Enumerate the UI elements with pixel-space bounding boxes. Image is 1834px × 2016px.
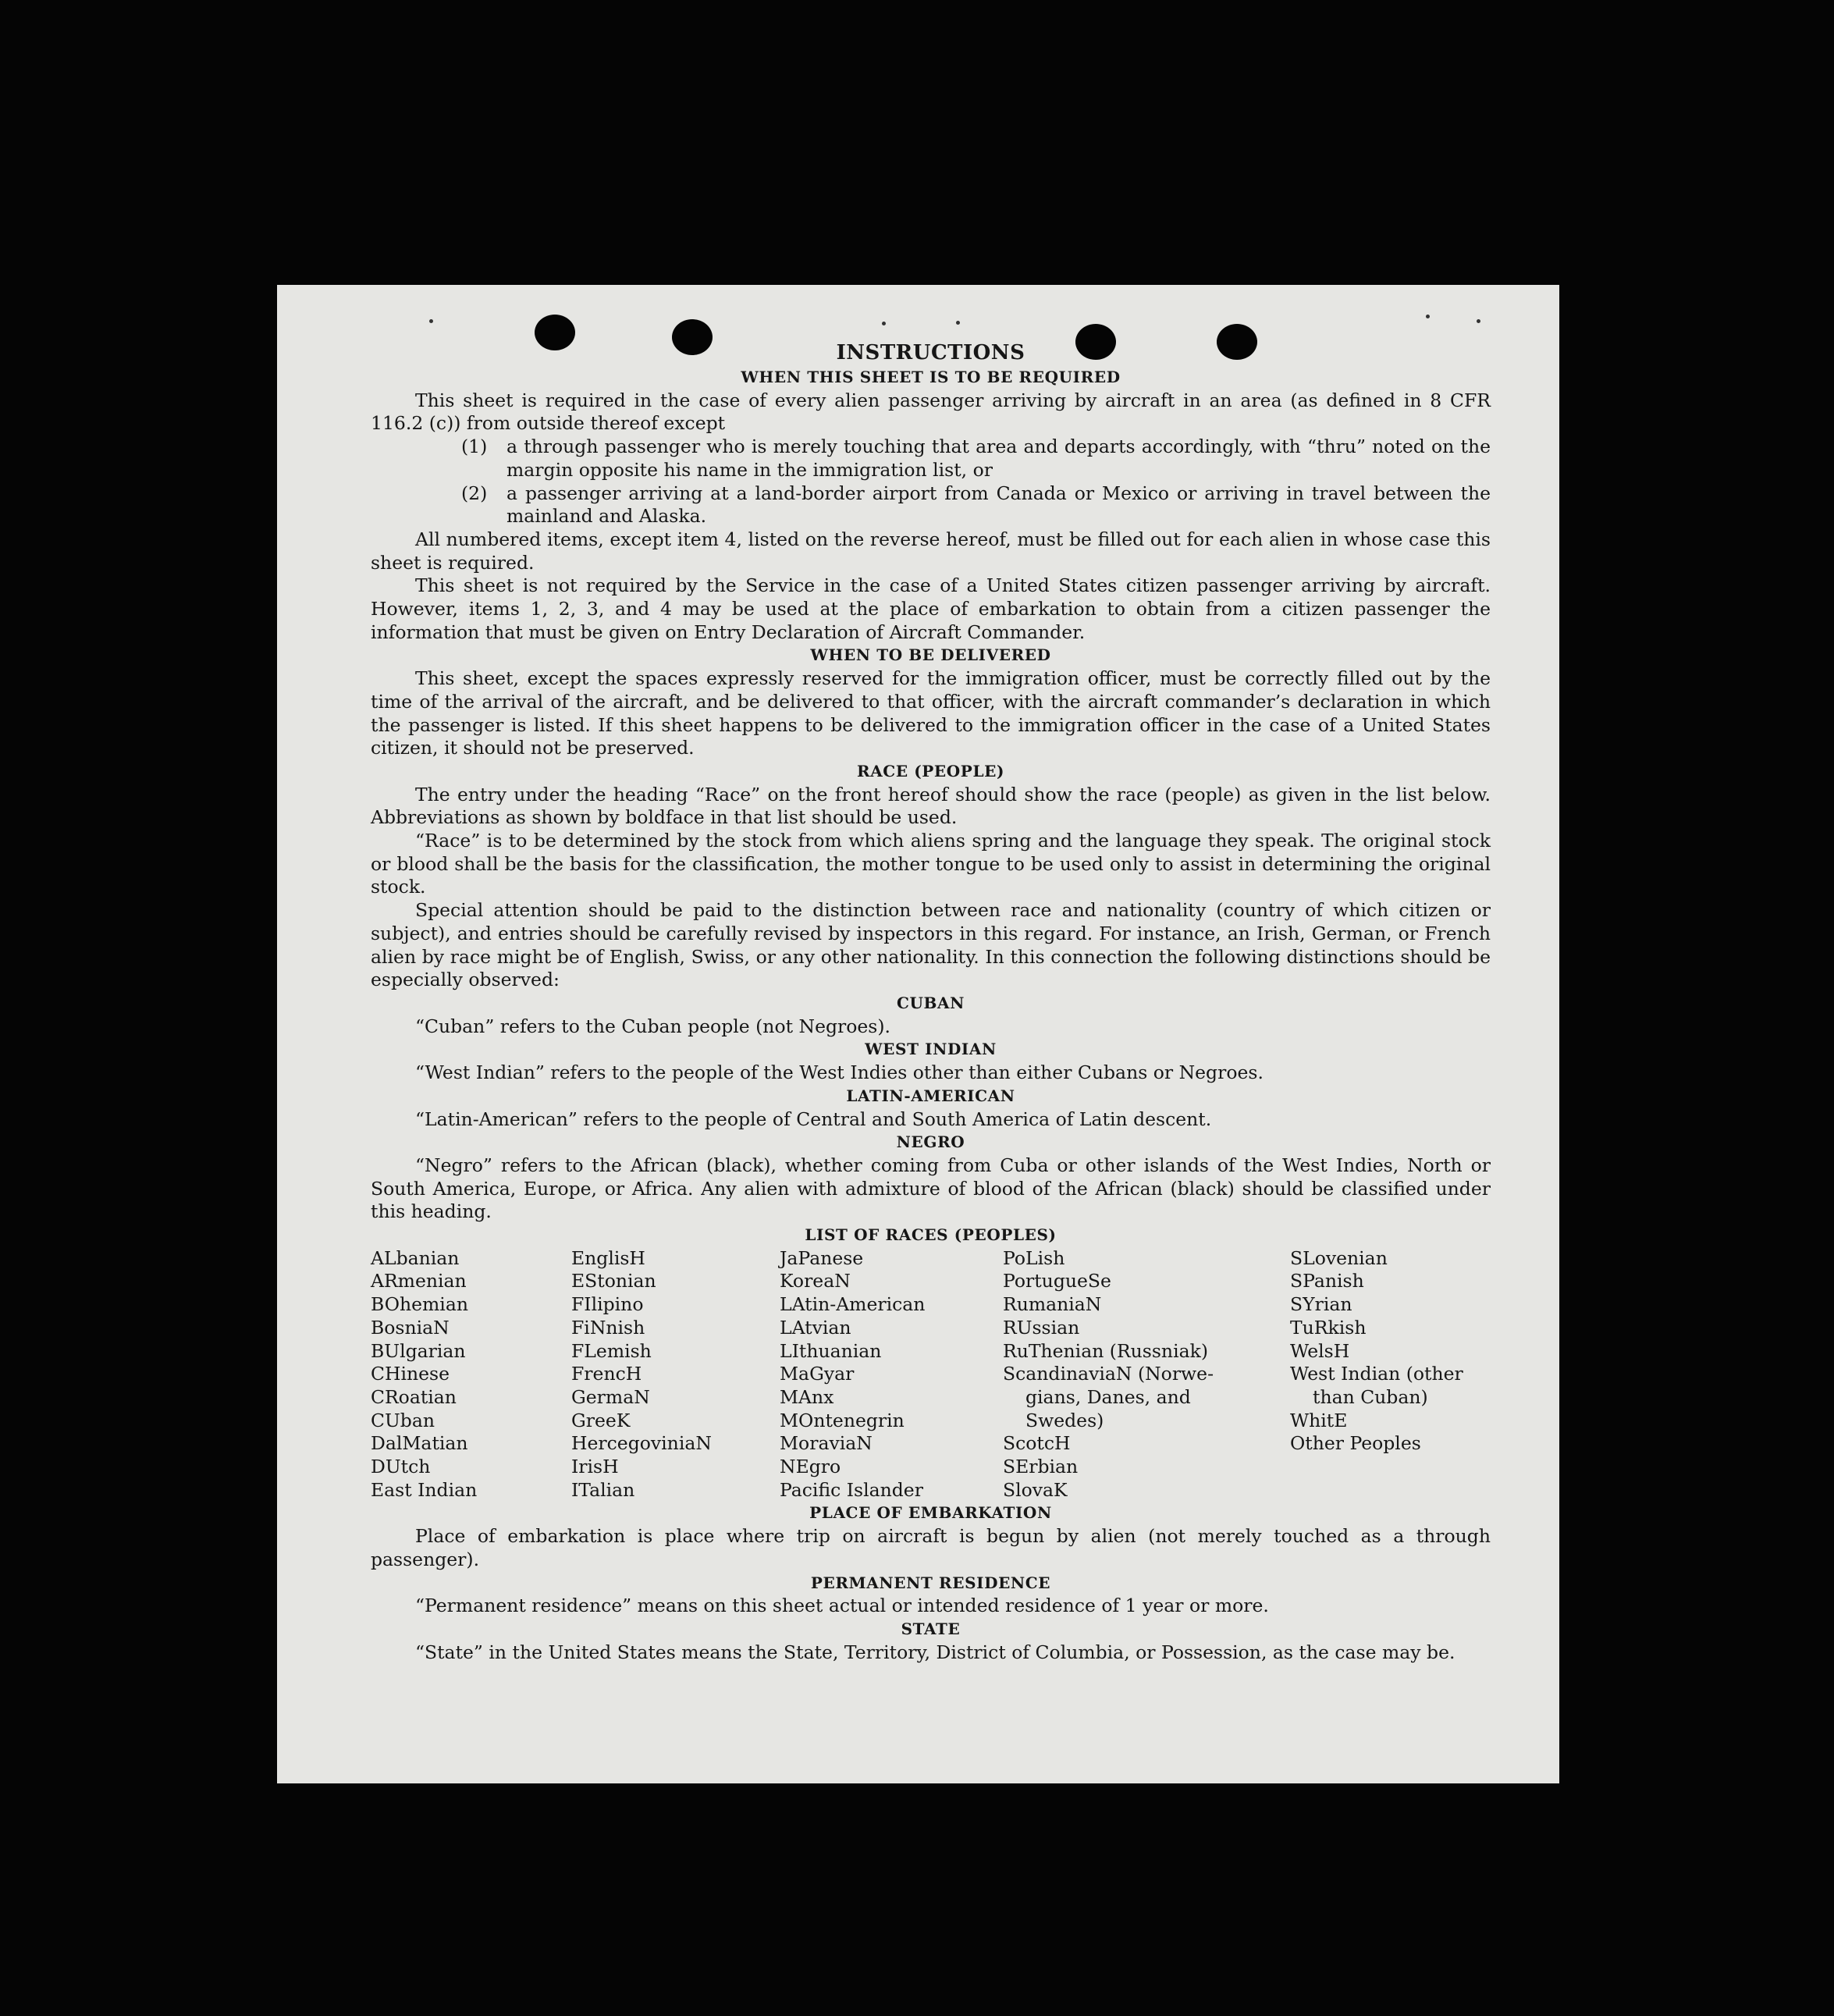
document-page	[277, 285, 1559, 1783]
heading-west-indian: WEST INDIAN	[865, 1040, 997, 1059]
exception-item-1	[371, 436, 1491, 482]
speck	[429, 319, 433, 323]
race-entry: NEgro	[780, 1456, 841, 1478]
race-entry: PoLish	[1003, 1246, 1065, 1269]
heading-negro: NEGRO	[896, 1132, 965, 1152]
paragraph-state: “State” in the United States means the State, Territory, District of Columbia, or Possession, as the case may be.	[415, 1641, 1455, 1663]
race-entry: RUssian	[1003, 1316, 1080, 1339]
race-entry: GreeK	[571, 1409, 631, 1431]
paragraph-delivered: This sheet, except the spaces expressly reserved for the immigration officer, must be correctly filled out by the time of the arrival of the aircraft, and be delivered to that officer, with the aircraft commander’s declaration in which the passenger is listed. If this sheet happens to be delivered to the immigration officer in the case of a United States citizen, it should not be preserved.	[371, 667, 1491, 759]
race-entry: SlovaK	[1003, 1478, 1068, 1501]
races-list	[371, 1247, 1491, 1502]
paragraph-race-2: “Race” is to be determined by the stock from which aliens spring and the language they speak. The original stock or blood shall be the basis for the classification, the mother tongue to be used only to assist in determining the original stock.	[371, 830, 1491, 898]
race-entry: EnglisH	[571, 1246, 645, 1269]
race-entry: FLemish	[571, 1339, 652, 1362]
race-entry: ARmenian	[371, 1270, 467, 1292]
races-column-4	[1003, 1247, 1290, 1502]
race-entry: ScotcH	[1003, 1432, 1071, 1455]
heading-when-required: WHEN THIS SHEET IS TO BE REQUIRED	[741, 368, 1121, 386]
heading-cuban: CUBAN	[896, 993, 965, 1012]
heading-race: RACE (PEOPLE)	[856, 761, 1005, 780]
race-entry: DalMatian	[371, 1432, 468, 1455]
paragraph-race-3: Special attention should be paid to the distinction between race and nationality (country of which citizen or subject), and entries should be carefully revised by inspectors in this regard. For instance, an Irish, German, or French alien by race might be of English, Swiss, or any other nationality. In this connection the following distinctions should be especially observed:	[371, 899, 1491, 991]
race-entry: HercegoviniaN	[571, 1432, 712, 1455]
race-entry: than Cuban)	[1313, 1385, 1428, 1408]
race-entry: Pacific Islander	[780, 1478, 923, 1501]
race-entry: CUban	[371, 1409, 435, 1431]
race-entry: EStonian	[571, 1270, 656, 1292]
heading-residence: PERMANENT RESIDENCE	[810, 1573, 1051, 1592]
race-entry: GermaN	[571, 1385, 650, 1408]
paragraph-west-indian: “West Indian” refers to the people of the West Indies other than either Cubans or Negroes.	[415, 1061, 1264, 1084]
race-entry: PortugueSe	[1003, 1270, 1111, 1292]
race-entry: BOhemian	[371, 1293, 468, 1316]
heading-when-delivered: WHEN TO BE DELIVERED	[810, 645, 1051, 665]
item-text: a passenger arriving at a land-border airport from Canada or Mexico or arriving in travel between the mainland and Alaska.	[506, 482, 1491, 528]
item-text: a through passenger who is merely touching that area and departs accordingly, with “thru” noted on the margin opposite his name in the immigration list, or	[506, 436, 1491, 481]
paragraph-residence: “Permanent residence” means on this sheet actual or intended residence of 1 year or more.	[415, 1595, 1269, 1617]
heading-embarkation: PLACE OF EMBARKATION	[809, 1503, 1052, 1523]
race-entry: ALbanian	[371, 1246, 460, 1269]
race-entry: LAtvian	[780, 1316, 851, 1339]
race-entry: RumaniaN	[1003, 1293, 1102, 1316]
race-entry: SErbian	[1003, 1456, 1079, 1478]
races-column-1	[371, 1247, 571, 1502]
page-title: INSTRUCTIONS	[836, 341, 1025, 364]
paragraph-negro: “Negro” refers to the African (black), whether coming from Cuba or other islands of the West Indies, North or South America, Europe, or Africa. Any alien with admixture of blood of the African (black) should be classified under this heading.	[371, 1154, 1491, 1223]
exception-item-2	[371, 482, 1491, 528]
race-entry: Other Peoples	[1290, 1432, 1421, 1455]
race-entry: SPanish	[1290, 1270, 1364, 1292]
race-entry: TuRkish	[1290, 1316, 1367, 1339]
race-entry: MOntenegrin	[780, 1409, 905, 1431]
race-entry: MoraviaN	[780, 1432, 873, 1455]
race-entry: MAnx	[780, 1385, 834, 1408]
race-entry: ScandinaviaN (Norwe-	[1003, 1363, 1214, 1385]
race-entry: East Indian	[371, 1478, 478, 1501]
heading-latin-american: LATIN-AMERICAN	[846, 1086, 1015, 1105]
races-column-3	[780, 1247, 1003, 1502]
race-entry: WelsH	[1290, 1339, 1350, 1362]
races-column-2	[571, 1247, 780, 1502]
race-entry: CRoatian	[371, 1385, 457, 1408]
race-entry: JaPanese	[780, 1246, 864, 1269]
race-entry: LAtin-American	[780, 1293, 926, 1316]
race-entry: West Indian (other	[1290, 1363, 1463, 1385]
heading-state: STATE	[901, 1619, 961, 1638]
race-entry: SYrian	[1290, 1293, 1352, 1316]
paragraph-cuban: “Cuban” refers to the Cuban people (not Negroes).	[415, 1015, 891, 1037]
item-number: (1)	[461, 436, 488, 458]
race-entry: gians, Danes, and	[1025, 1385, 1191, 1408]
item-number: (2)	[461, 482, 488, 504]
race-entry: Swedes)	[1025, 1409, 1104, 1431]
race-entry: BUlgarian	[371, 1339, 466, 1362]
race-entry: CHinese	[371, 1363, 450, 1385]
race-entry: WhitE	[1290, 1409, 1348, 1431]
speck	[882, 322, 886, 325]
race-entry: IrisH	[571, 1456, 619, 1478]
paragraph-race-1: The entry under the heading “Race” on the front hereof should show the race (people) as given in the list below. Abbreviations as shown by boldface in that list should be used.	[371, 783, 1491, 829]
speck	[1426, 315, 1430, 318]
speck	[956, 321, 960, 325]
instructions-content	[371, 340, 1491, 1664]
race-entry: FIlipino	[571, 1293, 644, 1316]
race-entry: DUtch	[371, 1456, 431, 1478]
race-entry: LIthuanian	[780, 1339, 882, 1362]
paragraph-latin-american: “Latin-American” refers to the people of Central and South America of Latin descent.	[415, 1108, 1212, 1130]
race-entry: KoreaN	[780, 1270, 851, 1292]
race-entry: FrencH	[571, 1363, 642, 1385]
race-entry: BosniaN	[371, 1316, 450, 1339]
paragraph-embarkation: Place of embarkation is place where trip on aircraft is begun by alien (not merely touched as a through passenger).	[371, 1525, 1491, 1570]
paragraph-required-intro: This sheet is required in the case of every alien passenger arriving by aircraft in an area (as defined in 8 CFR 116.2 (c)) from outside thereof except	[371, 389, 1491, 435]
races-column-5	[1290, 1247, 1491, 1502]
race-entry: MaGyar	[780, 1363, 855, 1385]
heading-list-of-races: LIST OF RACES (PEOPLES)	[805, 1225, 1057, 1245]
race-entry: FiNnish	[571, 1316, 645, 1339]
paragraph-numbered-items: All numbered items, except item 4, listed on the reverse hereof, must be filled out for each alien in whose case this sheet is required.	[371, 528, 1491, 574]
race-entry: SLovenian	[1290, 1246, 1388, 1269]
paragraph-citizen: This sheet is not required by the Service in the case of a United States citizen passenger arriving by aircraft. However, items 1, 2, 3, and 4 may be used at the place of embarkation to obtain from a citizen passenger the information that must be given on Entry Declaration of Aircraft Commander.	[371, 574, 1491, 643]
speck	[1477, 319, 1480, 323]
race-entry: ITalian	[571, 1478, 635, 1501]
race-entry: RuThenian (Russniak)	[1003, 1339, 1208, 1362]
